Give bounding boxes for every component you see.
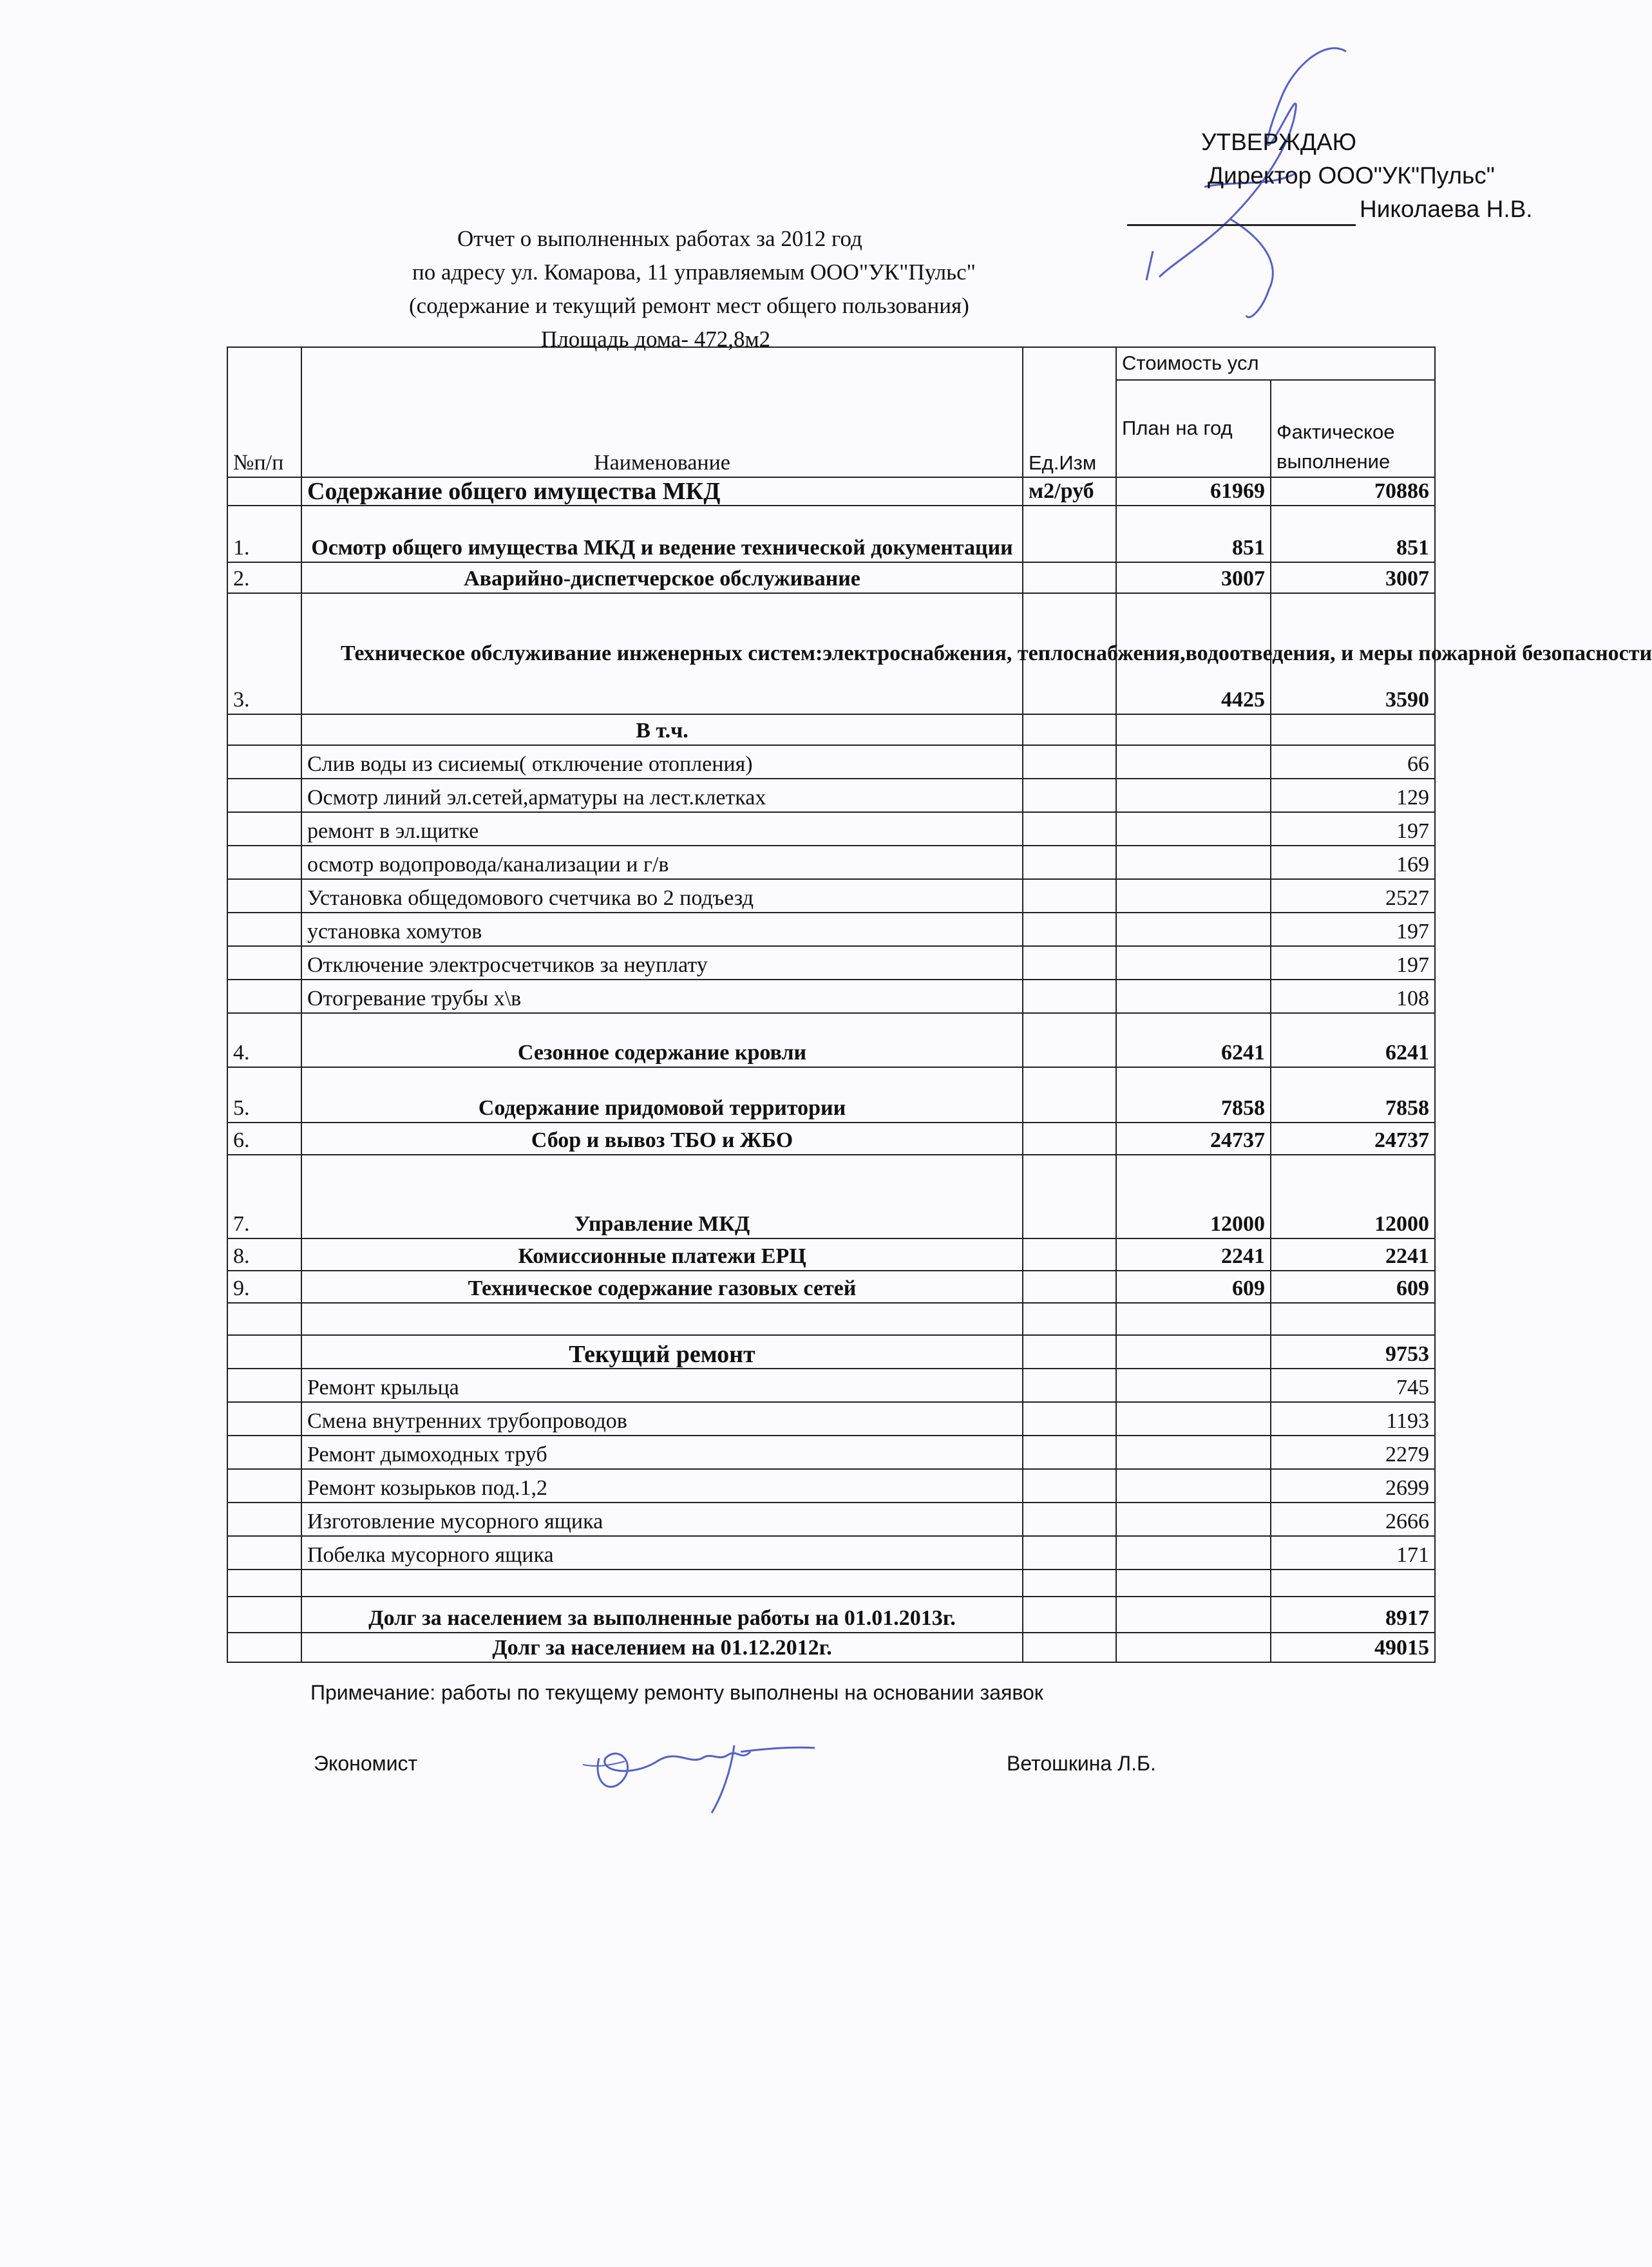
item-num: 7. xyxy=(227,1155,301,1238)
title-line-3: (содержание и текущий ремонт мест общего пользования) xyxy=(409,293,969,318)
main-section-fact: 70886 xyxy=(1271,477,1435,506)
subitem-name: Отключение электросчетчиков за неуплату xyxy=(301,946,1023,980)
header-fact: Фактическое выполнение xyxy=(1271,380,1435,478)
item-fact: 12000 xyxy=(1271,1155,1435,1238)
table-row xyxy=(227,1335,1435,1369)
approval-signature-line xyxy=(1127,193,1591,226)
title-line-4: Площадь дома- 472,8м2 xyxy=(541,327,771,352)
header-cost-group: Стоимость усл xyxy=(1116,347,1435,380)
item-plan: 2241 xyxy=(1116,1238,1271,1271)
debt-total-fact: 49015 xyxy=(1271,1633,1435,1662)
incl-label: В т.ч. xyxy=(301,714,1023,745)
item-fact: 851 xyxy=(1271,506,1435,562)
table-row xyxy=(227,846,1435,879)
table-row xyxy=(227,1436,1435,1469)
subitem-fact: 129 xyxy=(1271,779,1435,812)
item-plan: 7858 xyxy=(1116,1067,1271,1123)
item-plan: 4425 xyxy=(1116,593,1271,714)
item-name: Управление МКД xyxy=(301,1155,1023,1238)
approval-block xyxy=(1127,126,1591,226)
table-row xyxy=(227,1123,1435,1155)
subitem-name: осмотр водопровода/канализации и г/в xyxy=(301,846,1023,879)
table-row xyxy=(227,980,1435,1013)
footnote: Примечание: работы по текущему ремонту выполнены на основании заявок xyxy=(310,1681,1043,1704)
table-row xyxy=(227,1013,1435,1067)
subitem-fact: 108 xyxy=(1271,980,1435,1013)
table-row xyxy=(227,562,1435,593)
debt-work-fact: 8917 xyxy=(1271,1597,1435,1633)
repair-item-name: Ремонт крыльца xyxy=(301,1369,1023,1402)
header-unit: Ед.Изм xyxy=(1023,347,1116,477)
subitem-fact: 197 xyxy=(1271,946,1435,980)
subitem-fact: 169 xyxy=(1271,846,1435,879)
approval-heading: УТВЕРЖДАЮ xyxy=(1201,129,1357,155)
repair-section-fact: 9753 xyxy=(1271,1335,1435,1369)
table-row xyxy=(227,1570,1435,1597)
table-row xyxy=(227,879,1435,913)
debt-work-name: Долг за населением за выполненные работы на 01.01.2013г. xyxy=(301,1597,1023,1633)
repair-item-name: Ремонт козырьков под.1,2 xyxy=(301,1469,1023,1503)
table-row xyxy=(227,1155,1435,1238)
subitem-fact: 2527 xyxy=(1271,879,1435,913)
item-name: Осмотр общего имущества МКД и ведение технической документации xyxy=(301,506,1023,562)
table-row xyxy=(227,506,1435,562)
main-section-plan: 61969 xyxy=(1116,477,1271,506)
table-row xyxy=(227,812,1435,846)
item-fact: 2241 xyxy=(1271,1238,1435,1271)
item-plan: 851 xyxy=(1116,506,1271,562)
subitem-name: Отогревание трубы х\в xyxy=(301,980,1023,1013)
main-section-unit: м2/руб xyxy=(1023,477,1116,506)
item-num: 1. xyxy=(227,506,301,562)
repair-section-name: Текущий ремонт xyxy=(301,1335,1023,1369)
repair-item-fact: 2699 xyxy=(1271,1469,1435,1503)
item-fact: 7858 xyxy=(1271,1067,1435,1123)
table-row xyxy=(227,1536,1435,1570)
report-title xyxy=(361,222,1166,356)
item-name: Аварийно-диспетчерское обслуживание xyxy=(301,562,1023,593)
table-row xyxy=(227,1469,1435,1503)
approval-position: Директор ООО"УК"Пульс" xyxy=(1208,162,1495,189)
item-plan: 3007 xyxy=(1116,562,1271,593)
table-row xyxy=(227,1402,1435,1436)
table-row xyxy=(227,1238,1435,1271)
item-name: Сезонное содержание кровли xyxy=(301,1013,1023,1067)
item-num: 5. xyxy=(227,1067,301,1123)
table-row xyxy=(227,779,1435,812)
debt-total-name: Долг за населением на 01.12.2012г. xyxy=(301,1633,1023,1662)
table-row xyxy=(227,1067,1435,1123)
table-row xyxy=(227,1503,1435,1536)
item-name: Техническое содержание газовых сетей xyxy=(301,1271,1023,1303)
repair-item-name: Ремонт дымоходных труб xyxy=(301,1436,1023,1469)
item-fact: 3590 xyxy=(1271,593,1435,714)
economist-label: Экономист xyxy=(314,1752,418,1775)
repair-item-fact: 2666 xyxy=(1271,1503,1435,1536)
title-line-1: Отчет о выполненных работах за 2012 год xyxy=(457,226,862,251)
repair-item-name: Смена внутренних трубопроводов xyxy=(301,1402,1023,1436)
item-plan: 6241 xyxy=(1116,1013,1271,1067)
item-plan: 12000 xyxy=(1116,1155,1271,1238)
item-num: 3. xyxy=(227,593,301,714)
item-plan: 24737 xyxy=(1116,1123,1271,1155)
report-table xyxy=(227,346,1652,1663)
table-row xyxy=(227,1633,1435,1662)
repair-item-fact: 1193 xyxy=(1271,1402,1435,1436)
table-row xyxy=(227,1271,1435,1303)
table-row xyxy=(227,1369,1435,1402)
item-fact: 609 xyxy=(1271,1271,1435,1303)
table-row xyxy=(227,913,1435,946)
repair-item-name: Изготовление мусорного ящика xyxy=(301,1503,1023,1536)
subitem-fact: 197 xyxy=(1271,913,1435,946)
item-name: Сбор и вывоз ТБО и ЖБО xyxy=(301,1123,1023,1155)
main-section-name: Содержание общего имущества МКД xyxy=(301,477,1023,506)
item-num: 2. xyxy=(227,562,301,593)
table-row xyxy=(227,714,1435,745)
item-name: Содержание придомовой территории xyxy=(301,1067,1023,1123)
subitem-name: Слив воды из сисиемы( отключение отопления) xyxy=(301,745,1023,779)
item-fact: 6241 xyxy=(1271,1013,1435,1067)
table-row xyxy=(227,477,1435,506)
subitem-name: установка хомутов xyxy=(301,913,1023,946)
item-fact: 24737 xyxy=(1271,1123,1435,1155)
item-name: Техническое обслуживание инженерных систем:электроснабжения, теплоснабжения,водоотведения, и меры пожарной безопасности xyxy=(301,593,1023,714)
item-name: Комиссионные платежи ЕРЦ xyxy=(301,1238,1023,1271)
subitem-name: Установка общедомового счетчика во 2 подъезд xyxy=(301,879,1023,913)
item-plan: 609 xyxy=(1116,1271,1271,1303)
repair-item-name: Побелка мусорного ящика xyxy=(301,1536,1023,1570)
subitem-fact: 197 xyxy=(1271,812,1435,846)
item-fact: 3007 xyxy=(1271,562,1435,593)
table-row xyxy=(227,1597,1435,1633)
item-num: 8. xyxy=(227,1238,301,1271)
economist-signature xyxy=(573,1700,831,1816)
table-row xyxy=(227,745,1435,779)
header-plan: План на год xyxy=(1116,380,1271,478)
item-num: 6. xyxy=(227,1123,301,1155)
header-num: №п/п xyxy=(227,347,301,477)
subitem-fact: 66 xyxy=(1271,745,1435,779)
repair-item-fact: 2279 xyxy=(1271,1436,1435,1469)
header-row-1 xyxy=(227,347,1435,380)
subitem-name: ремонт в эл.щитке xyxy=(301,812,1023,846)
title-line-2: по адресу ул. Комарова, 11 управляемым ООО"УК"Пульс" xyxy=(412,260,976,285)
header-name: Наименование xyxy=(301,347,1023,477)
table-row xyxy=(227,946,1435,980)
approval-name: Николаева Н.В. xyxy=(1360,196,1533,222)
repair-item-fact: 171 xyxy=(1271,1536,1435,1570)
subitem-name: Осмотр линий эл.сетей,арматуры на лест.клетках xyxy=(301,779,1023,812)
repair-item-fact: 745 xyxy=(1271,1369,1435,1402)
table-row xyxy=(227,593,1435,714)
economist-name: Ветошкина Л.Б. xyxy=(1007,1752,1156,1775)
table-row xyxy=(227,1303,1435,1335)
item-num: 4. xyxy=(227,1013,301,1067)
item-num: 9. xyxy=(227,1271,301,1303)
